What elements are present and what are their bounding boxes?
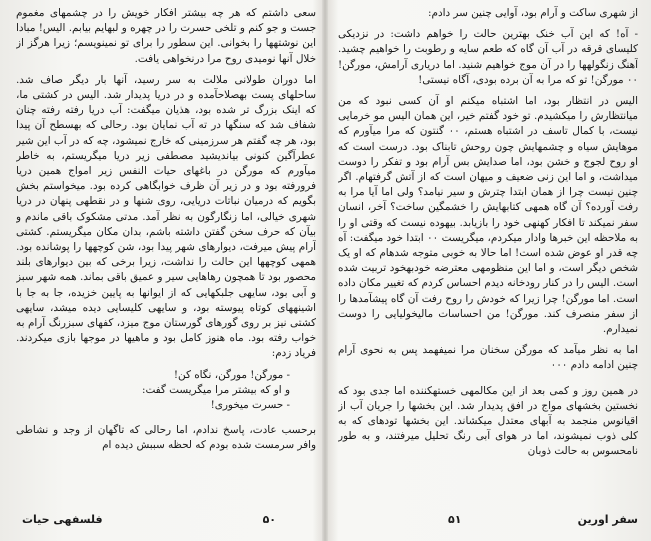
- running-title: فلسفهی حیات: [22, 513, 103, 526]
- left-paragraph-3: برحسب عادت، پاسخ ندادم، اما رحالی که تاگهان از وجد و نشاطی وافر سرمست شده بودم که لحظه سببش دیده ام: [16, 424, 316, 452]
- dialogue-line: - حسرت میخوری!: [210, 399, 290, 412]
- left-page: [16, 6, 316, 516]
- left-paragraph-1: سعی داشتم که هر چه بیشتر افکار خویش را در چشمهای مغموم جست و جو کنم و تلخی حسرت را در چهره و لبهایم بیابم. الیس! مبادا این نوشتهها را بخوانی. این سطور را برای تو نمینویسم؛ زیرا هرگز از خلال آنها نومیدی روح مرا درنخواهی یافت.: [16, 7, 316, 65]
- page-number: ۵۰: [262, 513, 276, 526]
- right-page-footer: [338, 513, 638, 529]
- right-paragraph-3: الیس در انتظار بود، اما اشتباه میکنم او آن کسی نبود که من میانتظارش را میکشیدم. تو خود گفتم خیر، این همان الیس مو خرمایی نیست، با کمال تاسف در اشتباه هستم، ۰۰ گنتون که مرا میآورم که موهایش سیاه و چشمهایش چون روحش تابناک بود. درست است که او روح لجوج و خشن بود، اما صدایش بس آرام بود و تفکر را دوست میداشت، و اما این زنی ضعیف و میهان است که از آتش گرفتهام. اگر چنین نیست چرا از همان ابتدا چترش و سیر نیامد؟ ولی اما آیا مرا به رفت آورده؟ آن گاه همهی کتابهایش را خشمگین ساخت؟ آخر، انسان سفر نمیکند تا افکار کهنهی خود را بازیابد. بیهوده نیست که وقتی او را به ملاحظه این خبرها وادار میکردم، میگریست ۰۰ ابتدا خود میگفت: آه چه قدر او عوض شده است! اما حالا به خوبی متوجه شدهام که او یک شخص دیگر است، و اما این منظومهی معترضه خودبهخود تربیت شده است. الیس را در کنار رودخانه دیدم احساس کردم که تغییر مکان داده است. اما مورگن! چرا زیرا که خودش را روح رفت آن گاه پیشآمدها را از سفر منصرف کند. مورگن! من احساسات مالیخولیایی را دوست نمیدارم.: [338, 95, 638, 336]
- right-page: [338, 6, 638, 516]
- book-gutter: [322, 0, 328, 541]
- dialogue-line: و او که بیشتر مرا میگریست گفت:: [141, 383, 290, 396]
- right-paragraph-4: اما به نظر میآمد که مورگن سخنان مرا نمیفهمد پس به نحوی آرام چنین ادامه دادم ۰۰۰: [338, 344, 638, 372]
- left-paragraph-2: اما دوران طولانی ملالت به سر رسید، آنها بار دیگر صاف شد. ساحلهای پست بهصلاحآمده و در دریا پدیدار شد. الیس در کشتی ما، که اینک بزرگ تر شده بود، هذیان میگفت: آب دریا رفته رفته چنان شفاف شد که سنگها در ته آب نمایان بود. رحالی که بهسطح آن پیدا بود، هر چه گفتم هر سرزمینی که خارج نمیشود، چه که در آب این شیر عطرآگین کنونی بیاندیشید مصطفی زیر دریا میگریستم، به خاطر میآورم که مورگن در باغهای حیات النفس زیر امواج همین دریا فرورفته بود و در زیر آن ظرف خوابگاهی کرده بود. میخواستم بخش بگویم که درمیان نباتات دریایی، روی شنها و در نقطهی پنهان در دریا شهری خیالی، اما زنگارگون به نظر آمد. مدتی مشکوک باقی ماندم و بیآن که حرف سخن گفتن داشته باشم، بدان مکان میگریستم. کشتی آرام پیش میرفت، دیوارهای شهر پیدا بود، شن کوچهها را پوشانده بود. همهی کوچهها این حالت را نداشت، زیرا برخی که بین دیوارهای بلند محصور بود تا همچون رهاهایی سیر و عمیق باقی بماند. همه شهر سبز و آبی بود، سایهی جلبکهایی که از ایوانها به پایین خزیده، جا به جا با اشینههای کوتاه پیوسته بود، و سایهی کلیسایی دیده میشد، سایهی کشتی نیز بر روی گورهای گورستان موج میزد، کفهای سبزرنگ آرام به خواب رفته بود. ماه هنوز کامل بود و ماهیها در موجها بازی میکردند. فریاد زدم:: [16, 73, 316, 360]
- right-paragraph-2: - آه! که این آب خنک بهترین حالت را خواهم داشت: در نزدیکی کلیسای قرقه در آب آن گاه که طعم سایه و رطوبت را خواهیم چشید. آهنگ زنگولهها را در آن موج خواهیم شنید. اما دریاری آرامش، مورگن! ۰۰ مورگن! تو که مرا به آن برده بودی، آگاه نیستی!: [338, 28, 638, 86]
- running-title: سفر اورین: [577, 513, 638, 526]
- left-page-footer: [16, 513, 316, 529]
- page-number: ۵۱: [448, 513, 462, 526]
- dialogue-line: - مورگن! مورگن، نگاه کن!: [173, 368, 290, 381]
- right-paragraph-5: در همین روز و کمی بعد از این مکالمهی خستهکننده اما جدی بود که نخستین بخشهای مواج در افق پدیدار شد. این بخشها را جریان آب از اقیانوس منجمد به آبهای معتدل میکشاند. این بخشها تودهای که به کلی ذوب نمیشوند، اما در هوای آبی رنگ تحلیل میرفتند، و به طور نامحسوس به حالت ذوبان: [338, 384, 638, 458]
- right-paragraph-1: از شهری ساکت و آرام بود، آوایی چنین سر دادم:: [428, 7, 638, 19]
